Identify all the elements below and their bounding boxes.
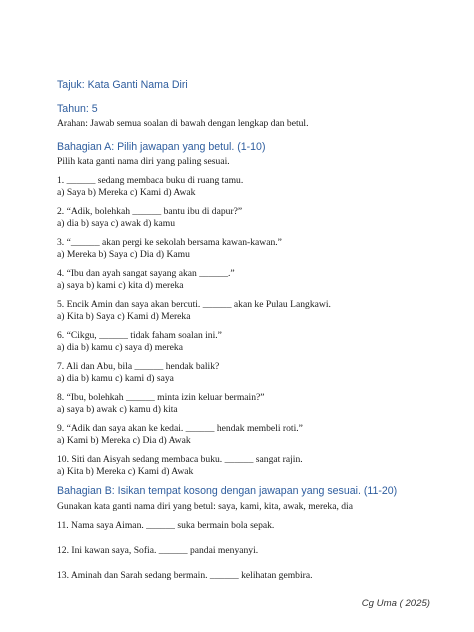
question-text: 9. “Adik dan saya akan ke kedai. ______ hendak membeli roti.”	[57, 423, 303, 434]
question-6	[57, 330, 437, 354]
question-options: a) dia b) kamu c) saya d) mereka	[57, 342, 183, 353]
question-options: a) Saya b) Mereka c) Kami d) Awak	[57, 187, 196, 198]
question-text: 2. “Adik, bolehkah ______ bantu ibu di dapur?”	[57, 206, 243, 217]
question-options: a) saya b) kami c) kita d) mereka	[57, 280, 184, 291]
question-options: a) saya b) awak c) kamu d) kita	[57, 404, 178, 415]
question-options: a) dia b) kamu c) kami d) saya	[57, 373, 174, 384]
question-4	[57, 268, 437, 292]
question-text: 7. Ali dan Abu, bila ______ hendak balik?	[57, 361, 220, 372]
question-text: 8. “Ibu, bolehkah ______ minta izin keluar bermain?”	[57, 392, 265, 403]
question-2	[57, 206, 437, 230]
question-13: 13. Aminah dan Sarah sedang bermain. ______ kelihatan gembira.	[57, 570, 313, 581]
question-5	[57, 299, 437, 323]
question-text: 10. Siti dan Aisyah sedang membaca buku. ______ sangat rajin.	[57, 454, 303, 465]
question-10	[57, 454, 437, 478]
year-label: Tahun: 5	[57, 103, 98, 115]
question-options: a) Kami b) Mereka c) Dia d) Awak	[57, 435, 191, 446]
question-options: a) Kita b) Mereka c) Kami d) Awak	[57, 466, 194, 477]
question-options: a) dia b) saya c) awak d) kamu	[57, 218, 176, 229]
question-1	[57, 175, 437, 199]
section-a-note: Pilih kata ganti nama diri yang paling sesuai.	[57, 156, 230, 167]
instruction-text: Arahan: Jawab semua soalan di bawah dengan lengkap dan betul.	[57, 118, 309, 129]
section-b-heading: Bahagian B: Isikan tempat kosong dengan jawapan yang sesuai. (11-20)	[57, 485, 398, 497]
worksheet-content	[57, 79, 437, 595]
question-text: 1. ______ sedang membaca buku di ruang tamu.	[57, 175, 244, 186]
question-3	[57, 237, 437, 261]
question-12: 12. Ini kawan saya, Sofia. ______ pandai menyanyi.	[57, 545, 259, 556]
question-options: a) Kita b) Saya c) Kami d) Mereka	[57, 311, 191, 322]
question-text: 3. “______ akan pergi ke sekolah bersama kawan-kawan.”	[57, 237, 282, 248]
question-11: 11. Nama saya Aiman. ______ suka bermain bola sepak.	[57, 520, 275, 531]
question-options: a) Mereka b) Saya c) Dia d) Kamu	[57, 249, 190, 260]
section-b-note: Gunakan kata ganti nama diri yang betul: saya, kami, kita, awak, mereka, dia	[57, 501, 353, 512]
question-text: 5. Encik Amin dan saya akan bercuti. ______ akan ke Pulau Langkawi.	[57, 299, 331, 310]
question-7	[57, 361, 437, 385]
worksheet-title: Tajuk: Kata Ganti Nama Diri	[57, 79, 188, 91]
question-9	[57, 423, 437, 447]
footer-credit: Cg Uma ( 2025)	[361, 598, 430, 609]
question-text: 4. “Ibu dan ayah sangat sayang akan ______.”	[57, 268, 235, 279]
question-8	[57, 392, 437, 416]
section-a-heading: Bahagian A: Pilih jawapan yang betul. (1-10)	[57, 141, 266, 153]
question-text: 6. “Cikgu, ______ tidak faham soalan ini.”	[57, 330, 222, 341]
